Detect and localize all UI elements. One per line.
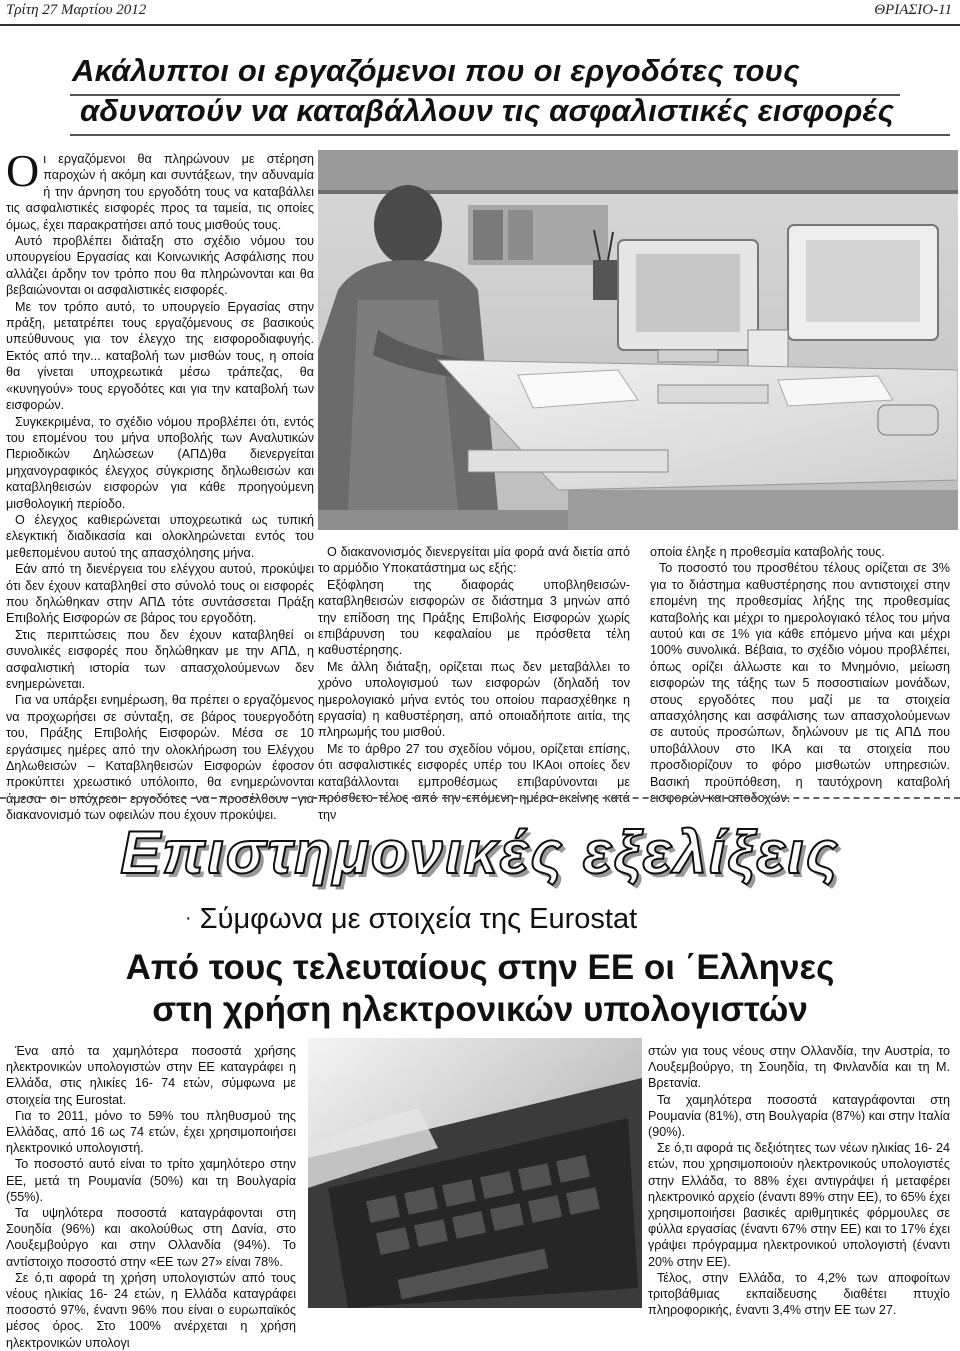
bullet-dot: · — [185, 907, 192, 929]
article2-paragraph: Τα υψηλότερα ποσοστά καταγράφονται στη Σουηδία (96%) και ακολούθως στη Δανία, στο Λουξεμβούργο και στην Ολλανδία (94%). Το αντίστοιχο ποσοστό στην «ΕΕ των 27» είναι 78%. — [6, 1206, 296, 1269]
article1-paragraph: Το ποσοστό του προσθέτου τέλους ορίζεται σε 3% για το διάστημα καθυστέρησης που αντιστοιχεί στην επομένη της προθεσμίας λήξης της προθεσμίας καταβολής και μέχρι το ημερολογιακό τέλος του μήνα αυτού και σε 1% για κάθε επόμενο μήνα και μέχρι 100% συνολικά. Βέβαια, το σχέδιο νόμου προβλέπει, όπως ορίζει άλλωστε και το Μνημόνιο, μείωση εισφορών της τάξης των 5 ποσοστιαίων μονάδων, στους εργοδότες που μαζί με τα στοιχεία απασχόλησης και ασφάλισης των απασχολούμενων σε αυτούς προσώπων, δηλώνουν με τις ΑΠΔ που υποβάλλουν στο ΙΚΑ και τα στοιχεία που προσδιορίζουν το φόρο μισθωτών υπηρεσιών. Βασική προϋπόθεση, η ταυτόχρονη καταβολή εισφορών και αποδοχών. — [650, 561, 950, 806]
article1-paragraph: Ο έλεγχος καθιερώνεται υποχρεωτικά ως τυπική ελεγκτική διαδικασία και ολοκληρώνεται εντός του μεθεπομένου αυτού της απασχόλησης μήνα. — [6, 512, 314, 560]
article1-paragraph: Ο διακανονισμός διενεργείται μία φορά ανά διετία από το αρμόδιο Υποκατάστημα ως εξής: — [318, 545, 630, 576]
article2-paragraph: Ένα από τα χαμηλότερα ποσοστά χρήσης ηλεκτρονικών υπολογιστών στην ΕΕ καταγράφει η Ελλάδα, στις ηλικίες 16- 74 ετών, σύμφωνα με στοιχεία της Eurostat. — [6, 1044, 296, 1107]
article2-paragraph: Σε ό,τι αφορά τη χρήση υπολογιστών από τους νέους ηλικίας 16- 24 ετών, η Ελλάδα καταγράφει ποσοστό 97%, έναντι 96% που είναι ο ευρωπαϊκός μέσος όρος. Στο 100% ανέρχεται η χρήση ηλεκτρονικών υπολογι — [6, 1270, 296, 1350]
article1-column-3 — [650, 544, 950, 807]
article2-column-3 — [648, 1043, 950, 1318]
article1-paragraph: οποία έληξε η προθεσμία καταβολής τους. — [650, 545, 885, 559]
office-photo-illustration — [318, 150, 958, 530]
article1-paragraph: Εξόφληση της διαφοράς υποβληθεισών-καταβληθεισών εισφορών σε διάστημα 3 μηνών από την επίδοση της Πράξης Επιβολής Εισφορών χωρίς επιβάρυνση του κεφαλαίου με πρόσθετα τέλη καθυστέρησης. — [318, 577, 630, 658]
article-title-line-2: αδυνατούν να καταβάλλουν τις ασφαλιστικές εισφορές — [80, 93, 895, 128]
article1-paragraph: Για να υπάρξει ενημέρωση, θα πρέπει ο εργαζόμενος να προχωρήσει σε σύνταξη, σε βάρος τουεργοδότη του, Πράξης Επιβολής Εισφορών. Μέσα σε 10 εργάσιμες ημέρες από την ολοκλήρωση του Ελέγχου Δηλωθεισών – Καταβληθεισών Εισφορών έφοσον προκύπτει χρεωστικό υπόλοιπο, θα ενημερώνονται άμεσα οι υπόχρεοι εργοδότες να προσέλθουν για διακανονισμό των οφειλών που έχουν προκύψει. — [6, 693, 314, 823]
article2-paragraph: Τέλος, στην Ελλάδα, το 4,2% των αποφοίτων τριτοβάθμιας εκπαίδευσης διαθέτει πτυχίο πληροφορικής, έναντι 3,4% στην ΕΕ των 27. — [648, 1270, 950, 1318]
article1-column-2 — [318, 544, 630, 823]
article1-lead-paragraph: Oι εργαζόμενοι θα πληρώνουν με στέρηση παροχών ή ακόμη και συντάξεων, την αδυναμία ή την άρνηση του εργοδότη τους να καταβάλλει τις ασφαλιστικές εισφορές προς τα ταμεία, τις οποίες όμως, έχει παρακρατήσει από τους μισθούς τους. — [6, 145, 314, 232]
article2-paragraph: Το ποσοστό αυτό είναι το τρίτο χαμηλότερο στην ΕΕ, μετά τη Ρουμανία (50%) και τη Βουλγαρία (55%). — [6, 1157, 296, 1204]
article-title-line-1: Ακάλυπτοι οι εργαζόμενοι που οι εργοδότες τους — [72, 53, 800, 88]
article1-paragraph: Εάν από τη διενέργεια του ελέγχου αυτού, προκύψει ότι δεν έχουν καταβληθεί στο σύνολό τους οι εισφορές που δηλώθηκαν στην ΑΠΔ τότε συντάσσεται Πράξη Επιβολής Εισφορών σε βάρος του εργοδότη. — [6, 562, 314, 626]
drop-cap: O — [6, 145, 40, 196]
article2-column-1 — [6, 1043, 296, 1351]
laptop-photo — [308, 1038, 642, 1308]
issue-date: Τρίτη 27 Μαρτίου 2012 — [6, 2, 147, 18]
article2-paragraph: Τα χαμηλότερα ποσοστά καταγράφονται στη Ρουμανία (81%), στη Βουλγαρία (87%) και στην Ιταλία (90%). — [648, 1092, 950, 1140]
article1-paragraph: Με τον τρόπο αυτό, το υπουργείο Εργασίας στην πράξη, μετατρέπει τους εργαζόμενους σε βασικούς υπεύθυνους για τον έλεγχο της εισφοροδιαφυγής. Εκτός από την... καταβολή των μισθών τους, η οποία θα γίνεται υποχρεωτικά μέσω τράπεζας, θα «κυνηγούν» τους εργοδότες και για την καταβολή των εισφορών. — [6, 299, 314, 413]
article2-paragraph: στών για τους νέους στην Ολλανδία, την Αυστρία, το Λουξεμβούργο, τη Σουηδία, τη Φινλανδία και τη Μ. Βρετανία. — [648, 1044, 950, 1091]
section-divider — [0, 797, 960, 799]
article2-kicker: · Σύμφωνα με στοιχεία της Eurostat — [185, 903, 638, 935]
office-photo — [318, 150, 958, 530]
section-heading: Επιστημονικές εξελίξεις — [120, 819, 840, 886]
header-rule — [0, 24, 960, 26]
article2-title-line-2: στη χρήση ηλεκτρονικών υπολογιστών — [152, 990, 808, 1029]
article1-paragraph: Με άλλη διάταξη, ορίζεται πως δεν μεταβάλλει το χρόνο υπολογισμού των εισφορών (δηλαδή τον ημερολογιακό μήνα εντός του οποίου παρασχέθηκε η εργασία) η καθυστέρηση, από οποιαδήποτε αιτία, της πληρωμής του μισθού. — [318, 659, 630, 740]
article2-title-line-1: Από τους τελευταίους στην ΕΕ οι ΄Ελληνες — [125, 948, 835, 987]
article1-paragraph: Συγκεκριμένα, το σχέδιο νόμου προβλέπει ότι, εντός του επομένου του μήνα υποβολής των Αναλυτικών Περιοδικών Δηλώσεων (ΑΠΔ)θα διενεργείται μηχανογραφικός έλεγχος σύγκρισης δηλωθεισών και καταβληθεισών εισφορών για κάθε προηγούμενη μισθολογική περίοδο. — [6, 414, 314, 511]
article2-paragraph: Σε ό,τι αφορά τις δεξιότητες των νέων ηλικίας 16- 24 ετών, που χρησιμοποιούν ηλεκτρονικούς υπολογιστές στην Ελλάδα, το 88% έχει αντιγράψει ή μεταφέρει ηλεκτρονικό αρχείο (έναντι 89% στην ΕΕ), το 65% έχει χρησιμοποιήσει βασικές αριθμητικές φόρμουλες σε φύλλα εργασίας (έναντι 67% στην ΕΕ) και το 17% έχει γράψει πρόγραμμα ηλεκτρονικού υπολογιστή (έναντι 20% στην ΕΕ). — [648, 1141, 950, 1269]
article2-paragraph: Για το 2011, μόνο το 59% του πληθυσμού της Ελλάδας, από 16 ως 74 ετών, έχει χρησιμοποιήσει ηλεκτρονικό υπολογιστή. — [6, 1108, 296, 1156]
article1-paragraph: Αυτό προβλέπει διάταξη στο σχέδιο νόμου του υπουργείου Εργασίας και Κοινωνικής Ασφάλισης που αλλάζει άρδην τον τρόπο που θα πληρώνονται και θα βεβαιώνονται οι ασφαλιστικές εισφορές. — [6, 234, 314, 298]
title-underline-2 — [70, 134, 950, 136]
article1-paragraph: Στις περιπτώσεις που δεν έχουν καταβληθεί οι συνολικές εισφορές που δηλώθηκαν με την ΑΠΔ, η ασφαλιστική ιστορία των απασχολούμενων δεν ενημερώνεται. — [6, 627, 314, 691]
laptop-photo-illustration — [308, 1038, 642, 1308]
article1-paragraph: Με το άρθρο 27 του σχεδίου νόμου, ορίζεται επίσης, ότι ασφαλιστικές εισφορές υπέρ του ΙΚΑοι οποίες δεν καταβάλλονται εμπροθέσμως επιβαρύνονται με πρόσθετο τέλος από την επόμενη ημέρα εκείνης κατά την — [318, 741, 630, 822]
page-label: ΘΡΙΑΣΙΟ-11 — [874, 2, 952, 18]
article1-column-1 — [6, 145, 314, 824]
